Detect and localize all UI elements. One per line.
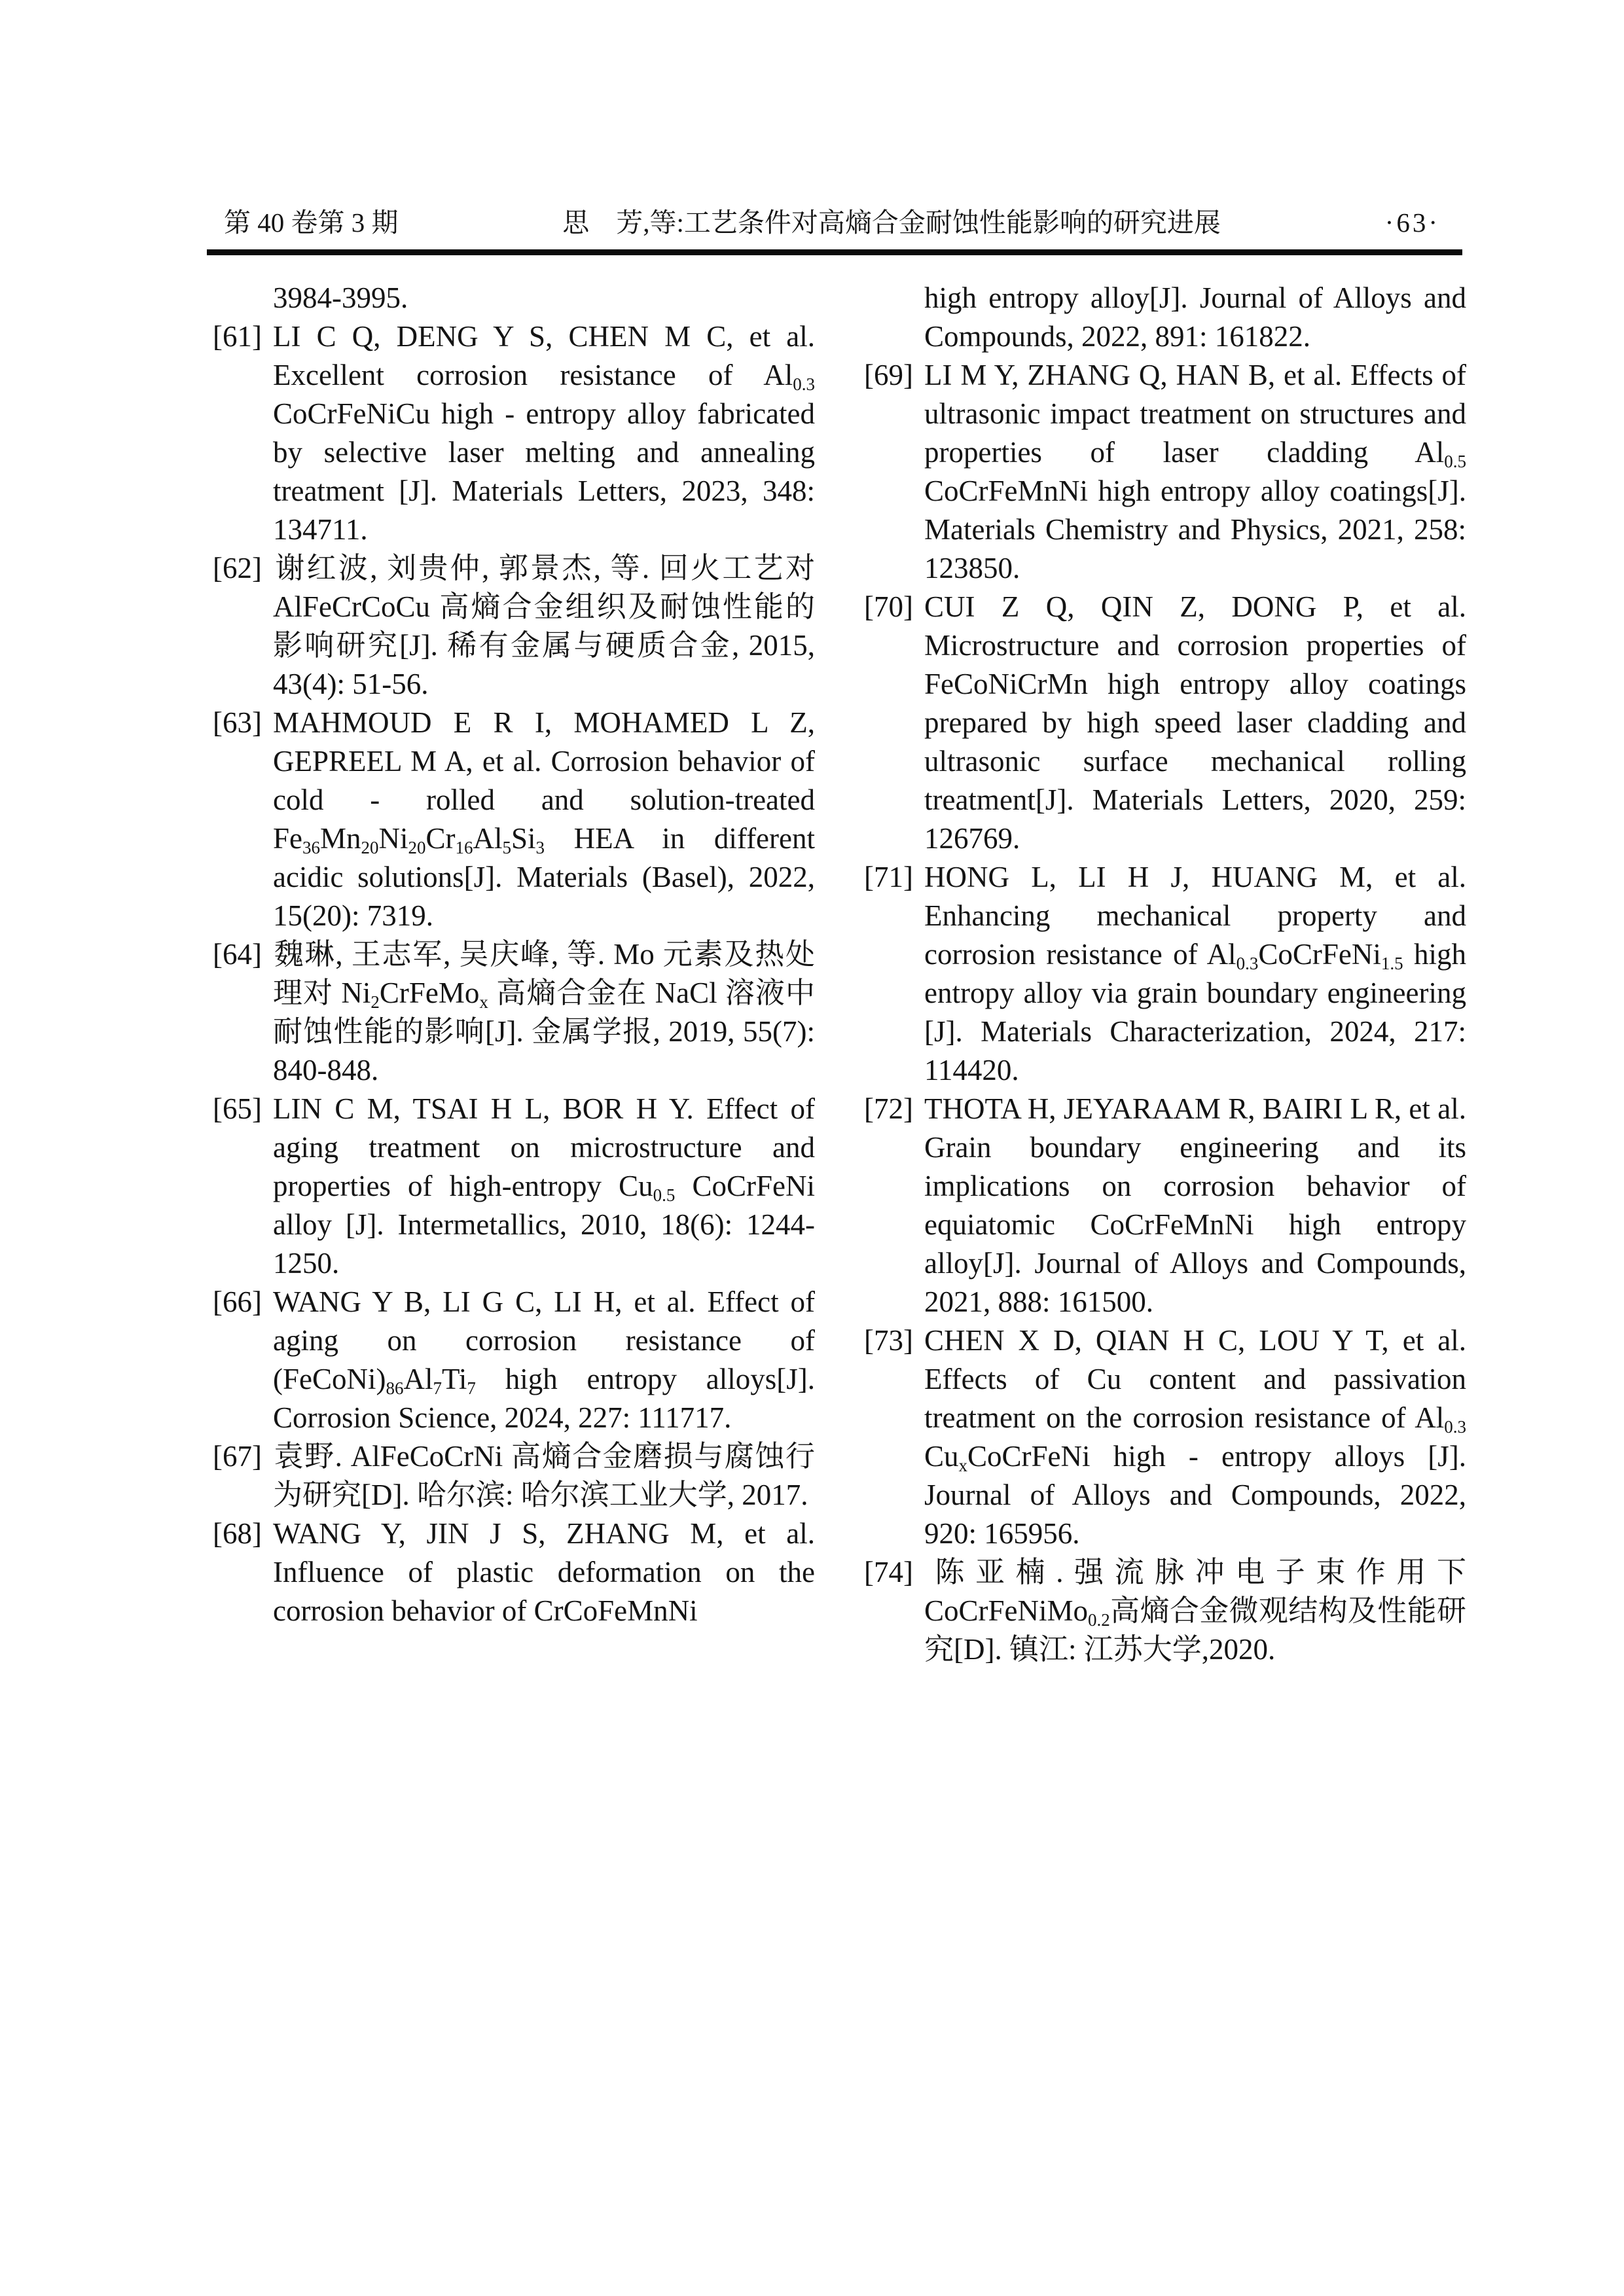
reference-label: [68] — [213, 1517, 262, 1550]
reference-text: LIN C M, TSAI H L, BOR H Y. Effect of aging treatment on microstructure and properties of high-entropy $Cu_{0.5}$ CoCrFeNi alloy [J]. Intermetallics, 2010, 18(6): 1244-1250. — [273, 1092, 815, 1280]
header-page-number: ·63· — [1384, 207, 1440, 238]
reference-text: HONG L, LI H J, HUANG M, et al. Enhancing mechanical property and corrosion resistance of $Al_{0.3}CoCrFeNi_{1.5}$ high entropy alloy via grain boundary engineering [J]. Materials Characterization, 2024, 217: 114420. — [924, 861, 1466, 1086]
reference-label: [70] — [864, 590, 913, 623]
reference-item — [864, 356, 1466, 588]
reference-label: [62] — [213, 552, 262, 584]
reference-item — [213, 1515, 815, 1630]
reference-text: 谢红波, 刘贵仲, 郭景杰, 等. 回火工艺对 AlFeCrCoCu 高熵合金组织及耐蚀性能的影响研究[J]. 稀有金属与硬质合金, 2015, 43(4): 51-56. — [273, 552, 815, 700]
reference-text: LI C Q, DENG Y S, CHEN M C, et al. Excellent corrosion resistance of $Al_{0.3}$ CoCrFeNiCu high - entropy alloy fabricated by selective laser melting and annealing treatment [J]. Materials Letters, 2023, 348: 134711. — [273, 320, 815, 546]
reference-item — [213, 1090, 815, 1283]
reference-label: [63] — [213, 706, 262, 739]
reference-label: [71] — [864, 861, 913, 893]
reference-text: 陈亚楠.强流脉冲电子束作用下 CoCrFeNiMo$_{0.2}$高熵合金微观结构及性能研究[D]. 镇江: 江苏大学,2020. — [924, 1556, 1466, 1666]
reference-text: CUI Z Q, QIN Z, DONG P, et al. Microstructure and corrosion properties of FeCoNiCrMn high entropy alloy coatings prepared by high speed laser cladding and ultrasonic surface mechanical rolling treatment[J]. Materials Letters, 2020, 259: 126769. — [924, 590, 1466, 855]
references-column-left — [213, 279, 815, 1630]
reference-item — [864, 279, 1466, 356]
reference-text: 魏琳, 王志军, 吴庆峰, 等. Mo 元素及热处理对 $Ni_2CrFeMo_x$ 高熵合金在 NaCl 溶液中耐蚀性能的影响[J]. 金属学报, 2019, 55(7): 840-848. — [273, 938, 815, 1086]
reference-label: [73] — [864, 1324, 913, 1357]
header-volume-issue: 第 40 卷第 3 期 — [224, 207, 399, 238]
reference-text: WANG Y, JIN J S, ZHANG M, et al. Influence of plastic deformation on the corrosion behavior of CrCoFeMnNi — [273, 1517, 815, 1627]
reference-label: [67] — [213, 1440, 262, 1473]
reference-item — [864, 858, 1466, 1090]
reference-item — [213, 317, 815, 549]
reference-item — [213, 279, 815, 317]
reference-text: WANG Y B, LI G C, LI H, et al. Effect of aging on corrosion resistance of $(FeCoNi)_{86}Al_7Ti_7$ high entropy alloys[J]. Corrosion Science, 2024, 227: 111717. — [273, 1285, 815, 1434]
header-rule — [207, 249, 1462, 255]
reference-item — [864, 588, 1466, 858]
reference-label: [65] — [213, 1092, 262, 1125]
reference-label: [66] — [213, 1285, 262, 1318]
reference-item — [864, 1321, 1466, 1553]
reference-item — [864, 1553, 1466, 1669]
reference-label: [64] — [213, 938, 262, 971]
reference-item — [213, 549, 815, 704]
reference-text: MAHMOUD E R I, MOHAMED L Z, GEPREEL M A, et al. Corrosion behavior of cold - rolled and solution-treated $Fe_{36}Mn_{20}Ni_{20}Cr_{16}Al_5Si_3$ HEA in different acidic solutions[J]. Materials (Basel), 2022, 15(20): 7319. — [273, 706, 815, 932]
reference-text: THOTA H, JEYARAAM R, BAIRI L R, et al. Grain boundary engineering and its implications on corrosion behavior of equiatomic CoCrFeMnNi high entropy alloy[J]. Journal of Alloys and Compounds, 2021, 888: 161500. — [924, 1092, 1466, 1318]
reference-text: LI M Y, ZHANG Q, HAN B, et al. Effects of ultrasonic impact treatment on structures and properties of laser cladding $Al_{0.5}$ CoCrFeMnNi high entropy alloy coatings[J]. Materials Chemistry and Physics, 2021, 258: 123850. — [924, 359, 1466, 584]
reference-label: [69] — [864, 359, 913, 391]
reference-item — [213, 1283, 815, 1437]
reference-text: 3984-3995. — [273, 281, 408, 314]
reference-label: [61] — [213, 320, 262, 353]
reference-item — [864, 1090, 1466, 1321]
reference-text: CHEN X D, QIAN H C, LOU Y T, et al. Effects of Cu content and passivation treatment on the corrosion resistance of $Al_{0.3}$ $Cu_xCoCrFeNi$ high - entropy alloys [J]. Journal of Alloys and Compounds, 2022, 920: 165956. — [924, 1324, 1466, 1550]
references-column-right — [864, 279, 1466, 1669]
reference-label: [74] — [864, 1556, 913, 1588]
page-header — [207, 206, 1462, 240]
header-running-title: 思 芳,等:工艺条件对高熵合金耐蚀性能影响的研究进展 — [562, 207, 1221, 238]
reference-item — [213, 704, 815, 935]
reference-text: high entropy alloy[J]. Journal of Alloys and Compounds, 2022, 891: 161822. — [924, 281, 1466, 353]
reference-text: 袁野. AlFeCoCrNi 高熵合金磨损与腐蚀行为研究[D]. 哈尔滨: 哈尔滨工业大学, 2017. — [273, 1440, 815, 1511]
reference-item — [213, 1437, 815, 1515]
reference-item — [213, 935, 815, 1090]
reference-label: [72] — [864, 1092, 913, 1125]
